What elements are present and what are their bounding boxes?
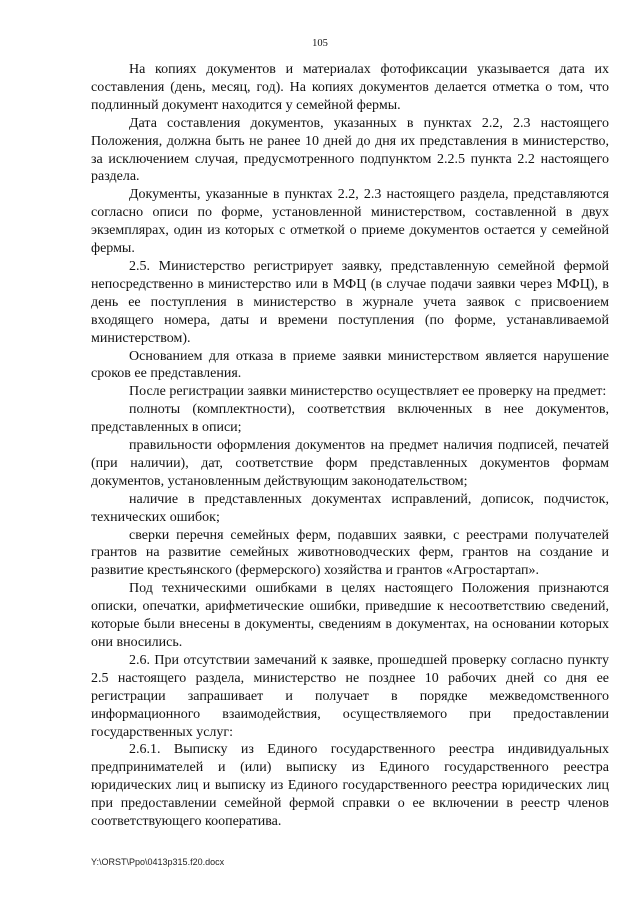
paragraph: После регистрации заявки министерство осуществляет ее проверку на предмет:: [129, 384, 607, 400]
paragraph: Под техническими ошибками в целях настоящего Положения признаются описки, опечатки, арифметические ошибки, приведшие к несоответствию сведений, которые были внесены в документы, сведениям в документах, на основании которых они вносились.: [91, 581, 609, 650]
paragraph: Основанием для отказа в приеме заявки министерством является нарушение сроков ее представления.: [91, 348, 609, 382]
paragraph-2-5: 2.5. Министерство регистрирует заявку, представленную семейной фермой непосредственно в министерство или в МФЦ (в случае подачи заявки через МФЦ), в день ее поступления в министерство в журнале учета заявок с присвоением входящего номера, даты и времени поступления (по форме, устанавливаемой министерством).: [91, 258, 609, 346]
paragraph-2-6-1: 2.6.1. Выписку из Единого государственного реестра индивидуальных предпринимателей и (или) выписку из Единого государственного реестра юридических лиц и выписку из Единого государственного реестра юридических лиц при предоставлении семейной фермой справки о ее включении в реестр членов соответствующего кооператива.: [91, 742, 609, 830]
list-item: правильности оформления документов на предмет наличия подписей, печатей (при наличии), дат, соответствие форм представленных документов формам документов, установленным действующим законодательством;: [91, 438, 609, 489]
paragraph: Дата составления документов, указанных в пунктах 2.2, 2.3 настоящего Положения, должна быть не ранее 10 дней до дня их представления в министерство, за исключением случая, предусмотренного подпунктом 2.2.5 пункта 2.2 настоящего раздела.: [91, 115, 609, 185]
list-item: наличие в представленных документах исправлений, дописок, подчисток, технических ошибок;: [91, 491, 609, 525]
footer-file-path: Y:\ORST\Ppo\0413p315.f20.docx: [91, 857, 225, 867]
list-item: полноты (комплектности), соответствия включенных в нее документов, представленных в описи;: [91, 402, 609, 436]
list-item: сверки перечня семейных ферм, подавших заявки, с реестрами получателей грантов на развитие семейных животноводческих ферм, грантов на создание и развитие крестьянского (фермерского) хозяйства и грантов «Агростартап».: [91, 527, 609, 579]
paragraph-2-6: 2.6. При отсутствии замечаний к заявке, прошедшей проверку согласно пункту 2.5 настоящего раздела, министерство не позднее 10 рабочих дней со дня ее регистрации запрашивает и получает в порядке межведомственного информационного взаимодействия, осуществляемого при предоставлении государственных услуг:: [91, 652, 609, 740]
page-number: 105: [312, 38, 328, 49]
document-body: [91, 61, 609, 831]
paragraph: На копиях документов и материалах фотофиксации указывается дата их составления (день, месяц, год). На копиях документов делается отметка о том, что подлинный документ находится у семейной фермы.: [91, 62, 609, 113]
paragraph: Документы, указанные в пунктах 2.2, 2.3 настоящего раздела, представляются согласно описи по форме, установленной министерством, составленной в двух экземплярах, один из которых с отметкой о приеме документов остается у семейной фермы.: [91, 187, 609, 257]
